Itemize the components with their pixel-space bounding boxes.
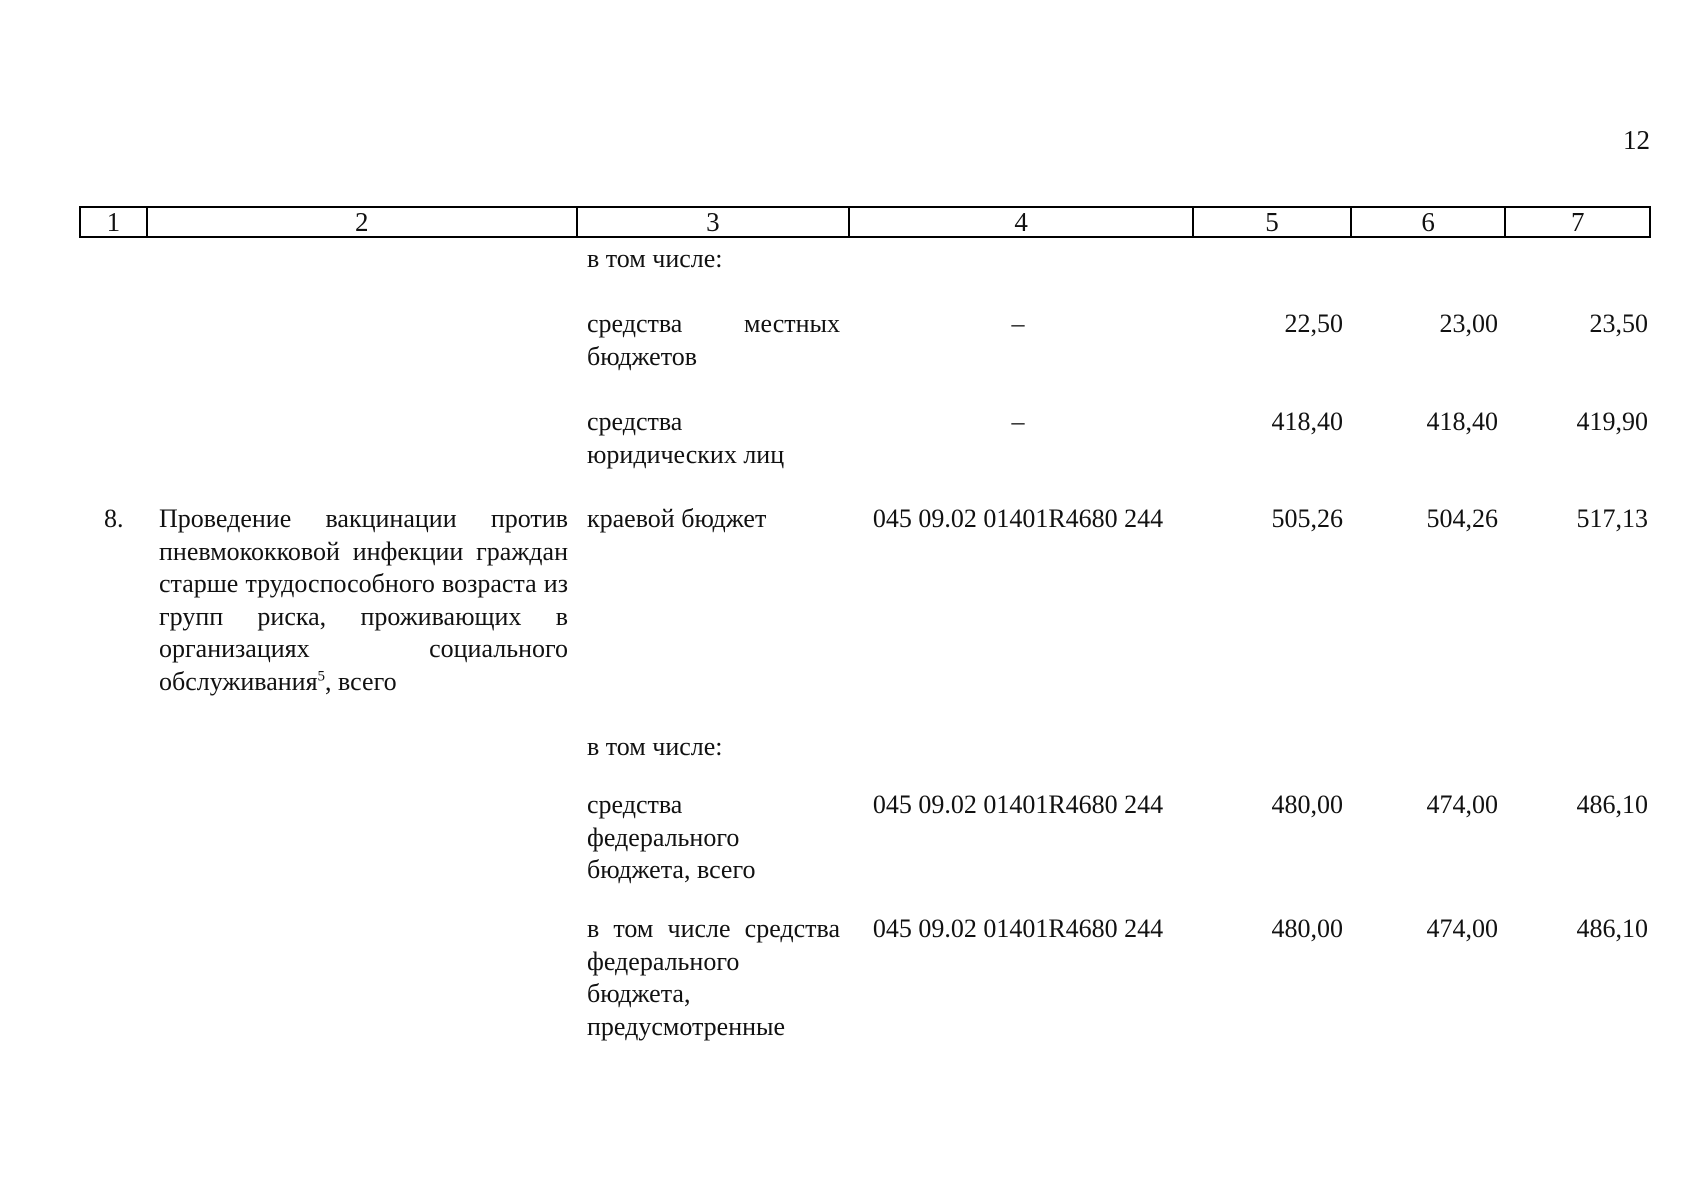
item-description: [159, 503, 568, 698]
value-col-6: 23,00: [1439, 309, 1498, 338]
column-header-7: 7: [1570, 207, 1585, 237]
value-col-5: 480,00: [1271, 914, 1343, 943]
budget-code: –: [1011, 309, 1025, 338]
funding-source: в том числе средства федерального бюджета, предусмотренные: [587, 914, 840, 1041]
value-col-7: 517,13: [1576, 504, 1648, 533]
value-col-7: 486,10: [1576, 914, 1648, 943]
budget-code: 045 09.02 01401R4680 244: [872, 504, 1164, 533]
value-col-5: 418,40: [1271, 407, 1343, 436]
value-col-7: 486,10: [1576, 790, 1648, 819]
value-col-5: 480,00: [1271, 790, 1343, 819]
budget-code: 045 09.02 01401R4680 244: [872, 914, 1164, 943]
value-col-7: 419,90: [1576, 407, 1648, 436]
column-header-1: 1: [81, 208, 148, 236]
item-description-text: Проведение вакцинации против пневмококковой инфекции граждан старше трудоспособного возраста из групп риска, проживающих в организациях социального обслуживания: [159, 504, 568, 696]
budget-code: 045 09.02 01401R4680 244: [872, 790, 1164, 819]
column-header-4: 4: [850, 208, 1194, 236]
funding-source: средства местных бюджетов: [587, 309, 840, 371]
budget-code: –: [1011, 407, 1025, 436]
funding-source: средства федерального бюджета, всего: [587, 790, 756, 884]
column-header-3: 3: [578, 208, 850, 236]
page-number: 12: [1623, 125, 1650, 155]
value-col-6: 418,40: [1426, 407, 1498, 436]
footnote-marker: 5: [317, 667, 326, 684]
value-col-6: 474,00: [1426, 790, 1498, 819]
value-col-5: 22,50: [1284, 309, 1343, 338]
value-col-7: 23,50: [1589, 309, 1648, 338]
column-header-5: 5: [1194, 208, 1352, 236]
funding-source: средства юридических лиц: [587, 407, 785, 469]
column-header-6: 6: [1352, 208, 1507, 236]
item-description-tail: , всего: [325, 666, 397, 696]
column-header-2: 2: [148, 208, 578, 236]
subheading-including: в том числе:: [587, 244, 723, 273]
value-col-6: 504,26: [1426, 504, 1498, 533]
value-col-6: 474,00: [1426, 914, 1498, 943]
funding-source: краевой бюджет: [587, 504, 767, 533]
value-col-5: 505,26: [1271, 504, 1343, 533]
subheading-including: в том числе:: [587, 732, 723, 761]
item-number: 8.: [104, 504, 124, 533]
